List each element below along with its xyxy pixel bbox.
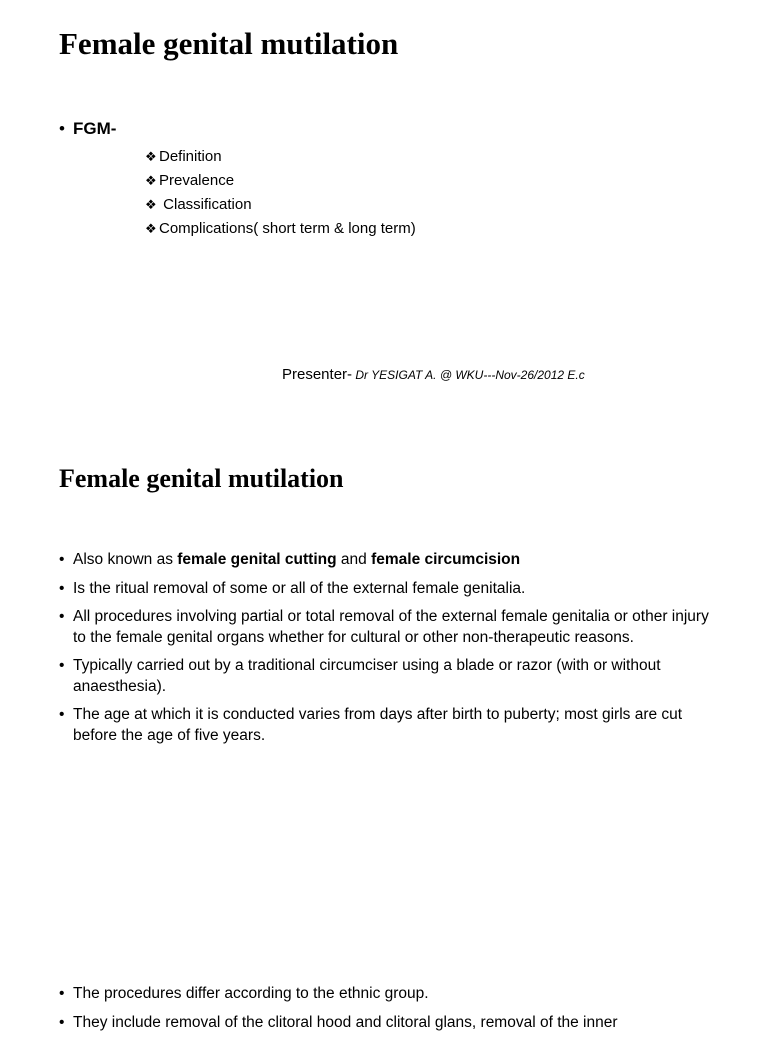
presenter-line xyxy=(282,366,585,384)
diamond-bullet-icon: ❖ xyxy=(145,221,157,236)
term-female-genital-cutting: female genital cutting xyxy=(177,551,337,568)
bullet-dot-icon: • xyxy=(59,551,65,568)
bullet-dot-icon: • xyxy=(59,119,65,138)
fgm-bullet xyxy=(59,119,116,139)
bullet-dot-icon: • xyxy=(59,608,65,625)
slide-3 xyxy=(0,960,768,1031)
sub-item-prevalence: ❖ Prevalence xyxy=(145,169,416,193)
slide-1-title: Female genital mutilation xyxy=(59,26,399,61)
bullet-item: • The procedures differ according to the ethnic group. xyxy=(59,984,719,1005)
bullet-item: • Typically carried out by a traditional circumciser using a blade or razor (with or without anaesthesia). xyxy=(59,657,661,695)
presenter-name: Dr YESIGAT A. @ WKU---Nov-26/2012 E.c xyxy=(352,368,585,382)
sub-item-definition: ❖ Definition xyxy=(145,145,416,169)
bullet-item: • Also known as female genital cutting and female circumcision xyxy=(59,550,719,571)
bullet-item: • All procedures involving partial or total removal of the external female genitalia or other injury to the female genital organs whether for cultural or other non-therapeutic reasons. xyxy=(59,608,709,646)
bullet-dot-icon: • xyxy=(59,579,65,597)
sub-item-complications: ❖ Complications( short term & long term) xyxy=(145,217,416,241)
bullet-item: • They include removal of the clitoral hood and clitoral glans, removal of the inner xyxy=(59,1013,719,1034)
slide-1 xyxy=(0,0,768,420)
bullet-dot-icon: • xyxy=(59,985,65,1002)
slide-3-bullet-list xyxy=(59,984,719,1041)
slide-2-title: Female genital mutilation xyxy=(59,464,344,493)
slide-2 xyxy=(0,440,768,960)
bullet-item: • The age at which it is conducted varies from days after birth to puberty; most girls are cut before the age of five years. xyxy=(59,706,683,744)
diamond-bullet-icon: ❖ xyxy=(145,173,157,188)
bullet-dot-icon: • xyxy=(59,1013,65,1031)
bullet-dot-icon: • xyxy=(59,706,65,723)
term-female-circumcision: female circumcision xyxy=(371,551,521,568)
fgm-sub-list xyxy=(145,145,416,241)
bullet-dot-icon: • xyxy=(59,657,65,674)
presenter-label: Presenter- xyxy=(282,366,353,383)
slide-2-bullet-list xyxy=(59,550,719,754)
bullet-item: • Is the ritual removal of some or all of the external female genitalia. xyxy=(59,579,719,600)
sub-item-classification: ❖ Classification xyxy=(145,193,416,217)
diamond-bullet-icon: ❖ xyxy=(145,149,157,164)
diamond-bullet-icon: ❖ xyxy=(145,197,157,212)
fgm-bullet-text: FGM- xyxy=(73,119,117,138)
